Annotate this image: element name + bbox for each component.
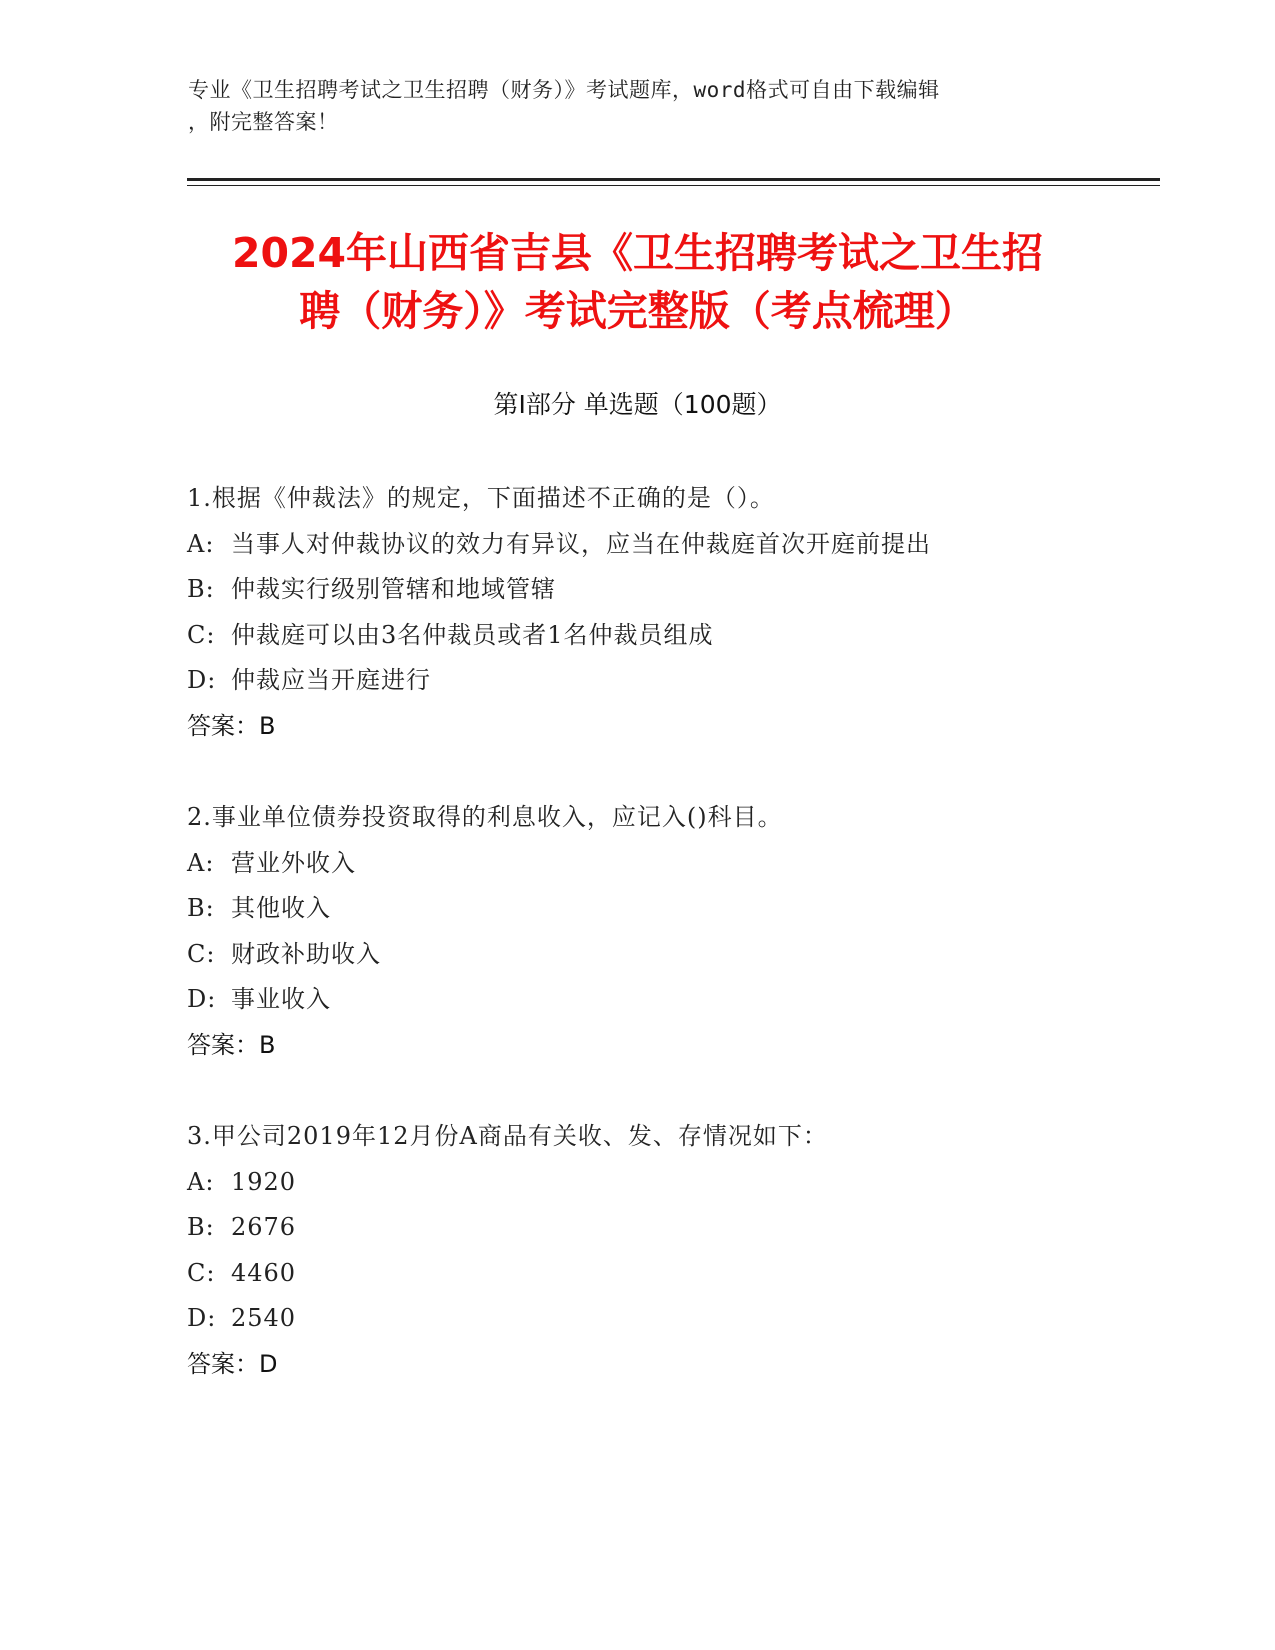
question-3 xyxy=(187,1114,1147,1387)
option-label: D: xyxy=(187,666,217,694)
answer: 答案：B xyxy=(187,1030,276,1059)
header-rule-thin xyxy=(187,185,1160,186)
option-text: 仲裁实行级别管辖和地域管辖 xyxy=(231,575,556,603)
option-b xyxy=(187,1205,1147,1251)
option-label: A: xyxy=(187,1167,215,1196)
option-text: 2540 xyxy=(231,1304,297,1332)
header-note-line-1: 专业《卫生招聘考试之卫生招聘（财务）》考试题库，word格式可自由下载编辑 xyxy=(188,78,940,102)
answer: 答案：B xyxy=(187,711,276,740)
option-text: 仲裁庭可以由3名仲裁员或者1名仲裁员组成 xyxy=(231,620,714,649)
document-title xyxy=(150,224,1125,340)
option-label: C: xyxy=(187,620,216,649)
option-text: 当事人对仲裁协议的效力有异议，应当在仲裁庭首次开庭前提出 xyxy=(231,529,931,558)
option-text: 2676 xyxy=(231,1213,297,1241)
option-c xyxy=(187,1251,1147,1297)
option-c xyxy=(187,932,1147,978)
question-1 xyxy=(187,476,1147,749)
option-text: 仲裁应当开庭进行 xyxy=(231,666,431,694)
option-text: 财政补助收入 xyxy=(231,939,381,968)
option-d xyxy=(187,977,1147,1023)
option-label: A: xyxy=(187,529,215,558)
question-stem: 2.事业单位债券投资取得的利息收入，应记入()科目。 xyxy=(187,803,783,831)
option-text: 其他收入 xyxy=(231,894,331,922)
option-d xyxy=(187,1296,1147,1342)
option-a xyxy=(187,522,1147,568)
section-heading: 第Ⅰ部分 单选题（100题） xyxy=(493,390,782,419)
option-label: C: xyxy=(187,1258,216,1287)
question-2 xyxy=(187,795,1147,1068)
header-rule-thick xyxy=(187,178,1160,181)
question-stem: 1.根据《仲裁法》的规定，下面描述不正确的是（）。 xyxy=(187,484,775,512)
question-stem: 3.甲公司2019年12月份A商品有关收、发、存情况如下： xyxy=(187,1122,828,1150)
option-text: 4460 xyxy=(231,1258,297,1287)
header-note-line-2: ，附完整答案！ xyxy=(188,110,339,134)
document-title-line-2: 聘（财务）》考试完整版（考点梳理） xyxy=(299,287,976,335)
option-b xyxy=(187,886,1147,932)
option-label: C: xyxy=(187,939,216,968)
answer: 答案：D xyxy=(187,1349,278,1378)
option-a xyxy=(187,841,1147,887)
option-c xyxy=(187,613,1147,659)
option-label: B: xyxy=(187,1213,215,1241)
option-label: B: xyxy=(187,575,215,603)
option-b xyxy=(187,567,1147,613)
option-text: 事业收入 xyxy=(231,985,331,1013)
option-label: B: xyxy=(187,894,215,922)
option-label: A: xyxy=(187,848,215,877)
header-note xyxy=(188,74,1088,138)
option-text: 营业外收入 xyxy=(231,848,356,877)
option-d xyxy=(187,658,1147,704)
option-label: D: xyxy=(187,985,217,1013)
option-a xyxy=(187,1160,1147,1206)
option-text: 1920 xyxy=(231,1167,297,1196)
document-title-line-1: 2024年山西省吉县《卫生招聘考试之卫生招 xyxy=(231,229,1044,277)
question-list xyxy=(187,476,1147,1433)
option-label: D: xyxy=(187,1304,217,1332)
